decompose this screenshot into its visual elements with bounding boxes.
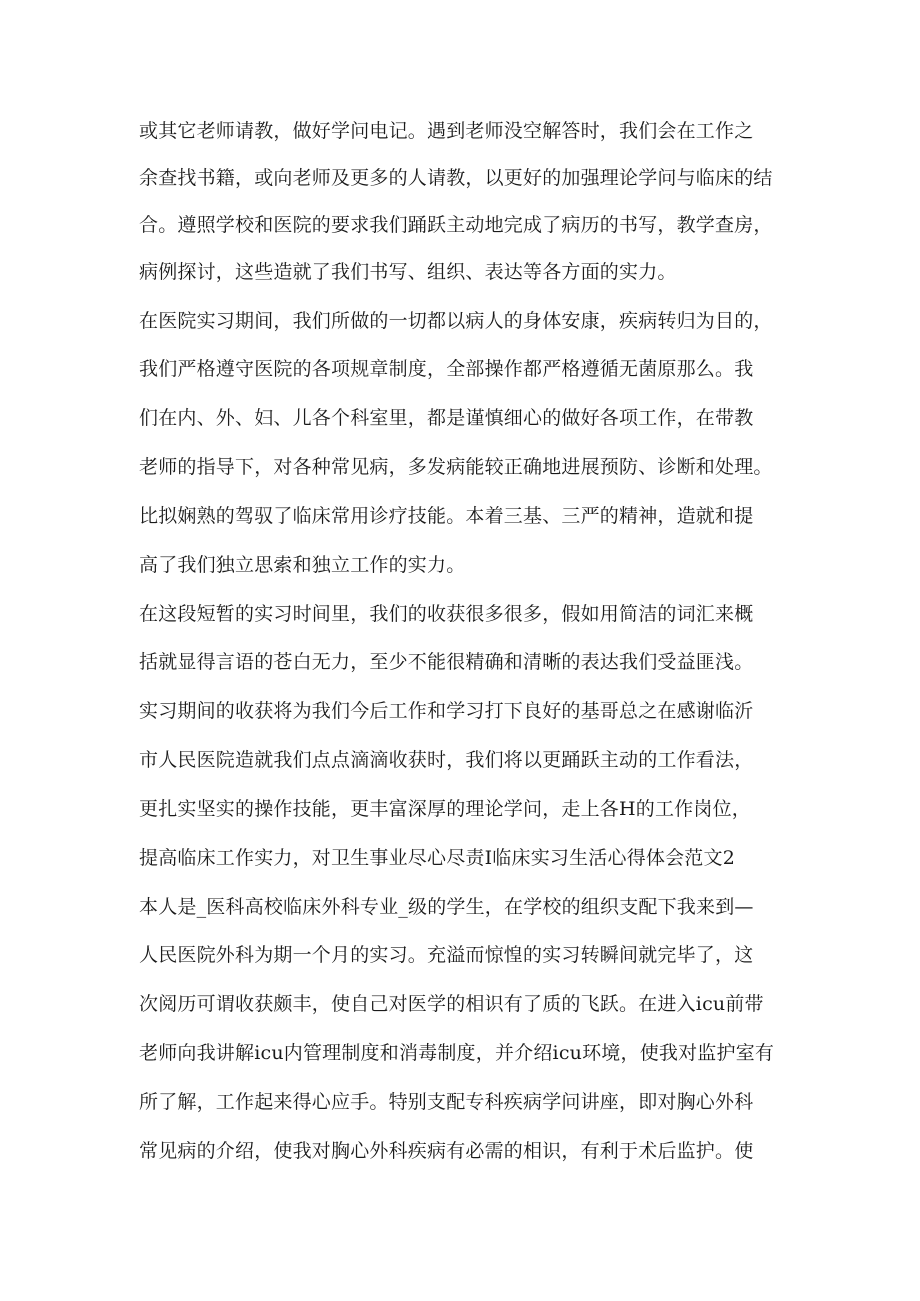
text-line-21: 所了解，工作起来得心应手。特别支配专科疾病学问讲座，即对胸心外科: [139, 1091, 754, 1113]
text-line-22: 常见病的介绍，使我对胸心外科疾病有必需的相识，有利于术后监护。使: [139, 1140, 754, 1162]
text-line-5: 在医院实习期间，我们所做的一切都以病人的身体安康，疾病转归为目的，: [139, 310, 773, 332]
text-line-2: 余查找书籍，或向老师及更多的人请教，以更好的加强理论学问与临床的结: [139, 167, 773, 189]
text-line-19: 次阅历可谓收获颇丰，使自己对医学的相识有了质的飞跃。在进入icu前带: [139, 993, 764, 1015]
text-line-15: 更扎实坚实的操作技能，更丰富深厚的理论学问，走上各H的工作岗位，: [139, 798, 751, 820]
text-line-10: 高了我们独立思索和独立工作的实力。: [139, 554, 466, 576]
text-line-6: 我们严格遵守医院的各项规章制度，全部操作都严格遵循无菌原那么。我: [139, 358, 754, 380]
text-line-16: 提高临床工作实力，对卫生事业尽心尽责I临床实习生活心得体会范文2: [139, 847, 735, 869]
text-line-13: 实习期间的收获将为我们今后工作和学习打下良好的基哥总之在感谢临沂: [139, 700, 754, 722]
text-line-3: 合。遵照学校和医院的要求我们踊跃主动地完成了病历的书写，教学查房，: [139, 214, 773, 236]
text-line-4: 病例探讨，这些造就了我们书写、组织、表达等各方面的实力。: [139, 261, 677, 283]
text-line-9: 比拟娴熟的驾驭了临床常用诊疗技能。本着三基、三严的精神，造就和提: [139, 505, 754, 527]
text-line-14: 市人民医院造就我们点点滴滴收获时，我们将以更踊跃主动的工作看法，: [139, 749, 754, 771]
text-line-1: 或其它老师请教，做好学问电记。遇到老师没空解答时，我们会在工作之: [139, 120, 754, 142]
text-line-8: 老师的指导下，对各种常见病，多发病能较正确地进展预防、诊断和处理。: [139, 456, 773, 478]
text-line-20: 老师向我讲解icu内管理制度和消毒制度，并介绍icu环境，使我对监护室有: [139, 1042, 775, 1064]
text-line-18: 人民医院外科为期一个月的实习。充溢而惊惶的实习转瞬间就完毕了，这: [139, 944, 754, 966]
text-line-17: 本人是_医科高校临床外科专业_级的学生，在学校的组织支配下我来到—: [139, 896, 754, 918]
text-line-7: 们在内、外、妇、儿各个科室里，都是谨慎细心的做好各项工作，在带教: [139, 407, 754, 429]
text-line-11: 在这段短暂的实习时间里，我们的收获很多很多，假如用简洁的词汇来概: [139, 603, 754, 625]
text-line-12: 括就显得言语的苍白无力，至少不能很精确和清晰的表达我们受益匪浅。: [139, 651, 754, 673]
